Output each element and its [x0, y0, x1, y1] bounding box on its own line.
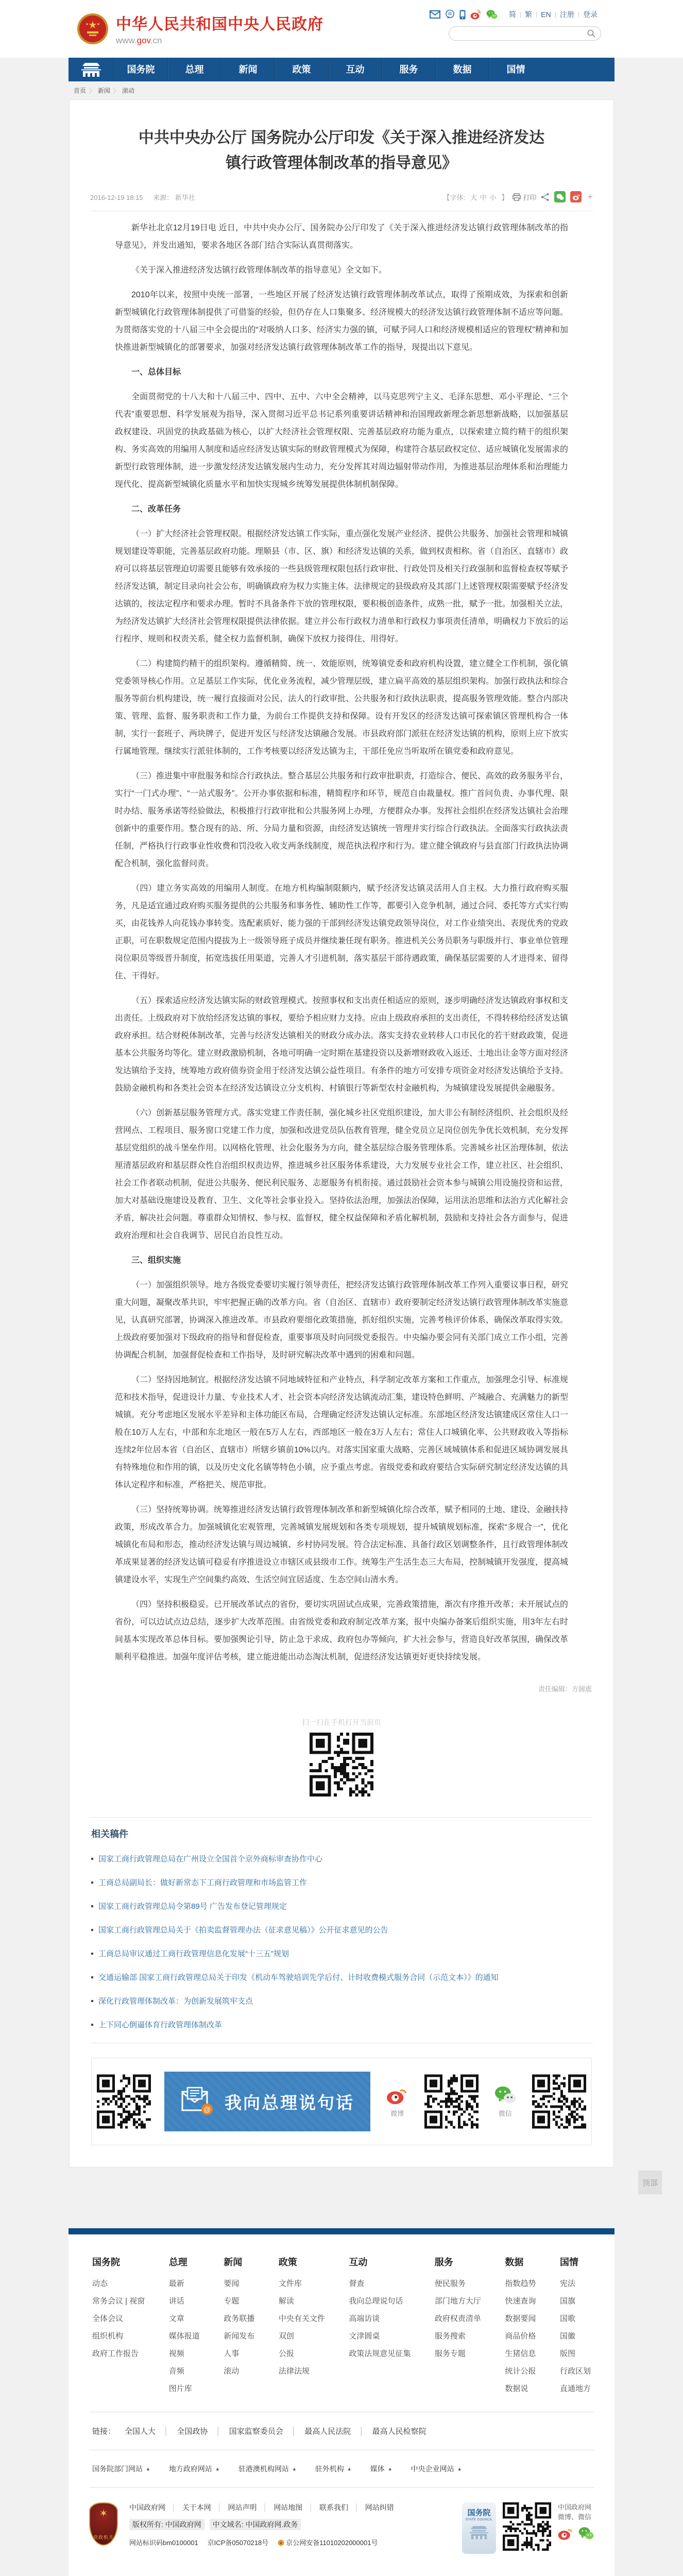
state-council-app-tile[interactable]: 国务院 STATE COUNCIL [462, 2502, 496, 2554]
print-button[interactable]: 打印 [513, 192, 536, 202]
related-item [91, 1995, 592, 2006]
related-item [91, 2019, 592, 2030]
footer-link[interactable]: 服务专题 [434, 2349, 466, 2359]
article-meta [90, 191, 593, 202]
site-group-dropdown[interactable]: 媒体 ▲ [370, 2465, 392, 2473]
article-paragraph: 三、组织实施 [131, 1256, 181, 1265]
footer-link[interactable]: 媒体报道 [168, 2332, 200, 2341]
footer-link[interactable]: 讲话 [168, 2297, 184, 2306]
footer-column [279, 2255, 325, 2400]
footer-links-row [89, 2412, 594, 2450]
footer-link[interactable]: 服务搜索 [434, 2332, 466, 2341]
spacer [69, 2167, 658, 2228]
footer-column-title: 服务 [434, 2257, 453, 2268]
footer-qr-code [503, 2502, 551, 2551]
footer-column-title: 总理 [168, 2257, 187, 2268]
weibo-icon[interactable] [558, 2527, 573, 2540]
footer-bottom-link[interactable]: 网站纠错 [365, 2503, 394, 2512]
arrow-up-icon: ▲ [292, 2466, 297, 2472]
separator: │ [217, 2503, 222, 2512]
envelope-icon [180, 2087, 215, 2116]
footer-link[interactable]: 滚动 [224, 2367, 240, 2376]
mail-icon[interactable] [430, 10, 440, 19]
related-link[interactable]: 国家工商行政管理总局关于《拍卖监督管理办法（征求意见稿）》公开征求意见的公告 [98, 1926, 388, 1935]
footer-link[interactable]: 宪法 [559, 2279, 575, 2289]
search-input[interactable] [454, 29, 587, 38]
footer-link[interactable]: 法律法规 [278, 2367, 310, 2376]
footer-link[interactable]: 行政区划 [559, 2367, 591, 2376]
friendly-link[interactable]: 全国政协 [177, 2427, 208, 2436]
footer-link[interactable]: 我向总理说句话 [349, 2297, 403, 2306]
footer-link[interactable]: 双创 [278, 2332, 294, 2341]
related-link[interactable]: 工商总局审议通过工商行政管理信息化发展“十三五”规划 [98, 1950, 289, 1959]
search-icon[interactable] [587, 29, 595, 38]
footer-link[interactable]: 政务联播 [224, 2314, 255, 2324]
qr-section [70, 1717, 613, 1797]
promo-qr-code [97, 2072, 151, 2131]
footer-link[interactable]: 组织机构 [92, 2332, 124, 2341]
site-url: www.gov.cn [116, 36, 162, 45]
article-paragraph: （二）坚持因地制宜。根据经济发达镇不同地域特征和产业特点，科学制定改革方案和工作重点，加强理念引导、标准规范和技术指导，促进设计力量、专业技术人才、社会资本向经济发达镇流动汇集，建设特色鲜明、产城融合、充满魅力的新型城镇。充分考虑地区发展水平差异和主体功能区布局，合理确定经济发达镇认定标准。东部地区经济发达镇建成区常住人口一般在10万人左右，中部和东北地区一般在5万人左右，西部地区一般在3万人左右；常住人口城镇化率、公共财政收入等指标连续2年位居本省（自治区、直辖市）所辖乡镇前10%以内。对落实国家重大战略、完善区域城镇体系和促进区域协调发展具有特殊地位和作用的镇，以及历史文化名镇等特色小镇，应予重点考虑。省级党委和政府要结合实际研究制定经济发达镇的具体认定程序和标准，严格把关、规范审批。 [115, 1376, 569, 1490]
footer-link[interactable]: 国歌 [559, 2314, 575, 2324]
separator: │ [263, 2503, 268, 2512]
share-weibo-button[interactable] [570, 191, 582, 202]
tiananmen-icon [469, 2526, 489, 2539]
site-group-dropdown[interactable]: 国务院部门网站 ▲ [92, 2465, 150, 2473]
bullet-icon [91, 1905, 93, 1907]
footer-link[interactable]: 图片库 [168, 2384, 192, 2394]
bullet-icon [91, 1976, 93, 1978]
related-item [91, 1901, 592, 1911]
footer-site-groups [89, 2450, 594, 2488]
site-logo[interactable] [77, 11, 323, 46]
weibo-icon [384, 2086, 411, 2105]
site-header [0, 0, 683, 58]
footer-link[interactable]: 解读 [278, 2297, 294, 2306]
mobile-icon[interactable] [459, 10, 466, 20]
related-item [91, 1972, 592, 1982]
nav-item[interactable]: 总理 [167, 58, 221, 81]
article-paragraph: 二、改革任务 [131, 505, 181, 514]
editor-credit: 责任编辑：方圆震 [538, 1685, 592, 1693]
breadcrumb-item[interactable]: 新闻 [98, 87, 111, 94]
nav-item[interactable]: 服务 [382, 58, 435, 81]
related-title: 相关稿件 [91, 1829, 128, 1840]
arrow-up-icon: ▲ [457, 2466, 462, 2472]
weibo-qr-code [424, 2072, 479, 2131]
nav-item[interactable]: 国务院 [114, 58, 167, 81]
arrow-up-icon: ▲ [347, 2466, 352, 2472]
nav-item[interactable]: 互动 [328, 58, 382, 81]
bullet-icon [91, 1929, 93, 1931]
bullet-icon [91, 2000, 93, 2002]
footer-link[interactable]: 生猪信息 [505, 2349, 536, 2359]
article-paragraph: （四）建立务实高效的用编用人制度。在地方机构编制限额内，赋予经济发达镇灵活用人自主权。大力推行政府购买服务，凡是适宜通过政府购买服务提供的公共服务和事务性、辅助性工作等，都要引入竞争机制，通过合同、委托等方式实行购买，由花钱养人向花钱办事转变。选配素质好、能力强的干部到经济发达镇党政领导岗位，对工作业绩突出、表现优秀的党政正职，可在职数规定范围内提拔为上一级领导班子成员并继续兼任现有职务。推进机关公务员职务与职级并行、事业单位管理岗位职员等级晋升制度，拓宽选拔任用渠道，完善人才引进机制，落实基层干部待遇政策，确保基层需要的人才进得来、留得住、干得好。 [115, 884, 569, 981]
footer-column [169, 2255, 200, 2400]
wechat-icon[interactable] [578, 2527, 594, 2540]
footer-link[interactable]: 商品价格 [505, 2332, 536, 2341]
related-list [91, 1853, 592, 2030]
header-link[interactable]: EN [541, 10, 551, 19]
breadcrumb-item[interactable]: 首页 [74, 87, 87, 94]
site-title: 中华人民共和国中央人民政府 [116, 16, 323, 33]
friendly-link[interactable]: 国家监察委员会 [229, 2427, 283, 2436]
source-label: 来源： [153, 193, 174, 201]
font-size-option[interactable]: 小 [489, 193, 497, 201]
site-id[interactable]: ★ 京公网安备11010202000001号 [278, 2537, 378, 2547]
banner-slogan: 我向总理说句话 [225, 2093, 354, 2112]
footer-column [92, 2255, 145, 2400]
font-size-option[interactable]: 中 [480, 193, 487, 201]
separator: │ [216, 2427, 221, 2436]
footer-link[interactable]: 中央有关文件 [278, 2314, 325, 2324]
footer-link[interactable]: 文章 [168, 2314, 184, 2324]
article-paragraph: 新华社北京12月19日电 近日，中共中央办公厅、国务院办公厅印发了《关于深入推进经济发达镇行政管理体制改革的指导意见》，并发出通知，要求各地区各部门结合实际认真贯彻落实。 [115, 224, 568, 250]
printer-icon [513, 193, 521, 201]
footer-column [505, 2255, 536, 2400]
footer-column [435, 2255, 481, 2400]
bullet-icon [91, 1882, 93, 1884]
header-link[interactable]: 注册 [559, 10, 574, 19]
footer-link[interactable]: 新闻发布 [224, 2332, 255, 2341]
separator: │ [354, 2503, 359, 2512]
header-link[interactable]: 登录 [583, 10, 597, 19]
page-qr-code [310, 1733, 373, 1797]
nav-list [114, 58, 542, 81]
svg-text:★: ★ [85, 22, 89, 26]
party-gov-badge[interactable]: ✶ 党政机关 [89, 2502, 118, 2546]
svg-text:★: ★ [88, 19, 97, 31]
nav-item[interactable]: 数据 [435, 58, 489, 81]
share-wechat-button[interactable] [554, 191, 566, 202]
font-size-options [470, 192, 497, 202]
separator: │ [309, 2503, 313, 2512]
site-group-dropdown[interactable]: 地方政府网站 ▲ [168, 2465, 220, 2473]
separator: │ [291, 2427, 297, 2436]
footer-column-title: 国务院 [92, 2257, 120, 2268]
separator: │ [172, 2503, 176, 2512]
footer-link[interactable]: 政府工作报告 [92, 2349, 139, 2359]
bullet-icon [91, 1858, 93, 1860]
footer-link[interactable]: 文件库 [278, 2279, 302, 2289]
related-link[interactable]: 深化行政管理体制改革：为创新发展筑牢支点 [98, 1997, 253, 2006]
back-to-top-button[interactable]: 顶部 [638, 2171, 662, 2194]
footer-link[interactable]: 快速查询 [505, 2297, 536, 2306]
footer-link[interactable]: 音频 [168, 2367, 184, 2376]
domain-name: 中文域名: 中国政府网.政务 [210, 2519, 301, 2530]
footer-bottom-link[interactable]: 中国政府网 [129, 2503, 165, 2512]
wechat-entry[interactable]: 微信 [492, 2086, 519, 2118]
wechat-qr-code [532, 2072, 586, 2131]
footer-link[interactable]: 文津圆桌 [349, 2332, 380, 2341]
related-link[interactable]: 交通运输部 国家工商行政管理总局关于印发《机动车驾驶培训先学后付、计时收费模式服务合同（示范文本）》的通知 [98, 1973, 499, 1982]
related-item [91, 1924, 592, 1935]
footer-bottom-link[interactable]: 网站声明 [228, 2503, 257, 2512]
separator: | [536, 11, 538, 18]
separator: │ [164, 2427, 169, 2436]
links-label: 链接： [92, 2427, 116, 2436]
footer-link[interactable]: 数据要闻 [505, 2314, 536, 2324]
header-links [505, 9, 601, 20]
arrow-up-icon: ▲ [215, 2466, 220, 2472]
site-group-dropdown[interactable]: 驻外机构 ▲ [315, 2465, 352, 2473]
footer-link[interactable]: 常务会议 | 视窗 [92, 2297, 145, 2306]
footer-bottom-link[interactable]: 关于本网 [182, 2503, 211, 2512]
footer-column-title: 新闻 [224, 2257, 243, 2268]
footer-bottom-links [129, 2502, 394, 2513]
divider [90, 1817, 593, 1818]
wechat-icon[interactable] [486, 10, 498, 20]
bullet-icon [91, 1953, 93, 1955]
footer-link[interactable]: 统计公报 [505, 2367, 536, 2376]
main-nav [69, 58, 614, 81]
footer-link[interactable]: 视频 [168, 2349, 184, 2359]
article-paragraph: （一）扩大经济社会管理权限。根据经济发达镇工作实际，重点强化发展产业经济、提供公共服务、加强社会管理和城镇规划建设等职能，完善基层政府功能。理顺县（市、区、旗）和经济发达镇的关系，做到权责相称。省（自治区、直辖市）政府可以将基层管理迫切需要且能够有效承接的一些县级管理权限包括行政审批、行政处罚及相关行政强制和监督检查权等赋予经济发达镇，制定目录向社会公布，明确镇政府为权力实施主体。法律规定的县级政府及其部门上述管理权限需要赋予经济发达镇的，按法定程序和要求办理。暂时不具备条件下放的管理权限，要积极创造条件，成熟一批，赋予一批。加强相关立法，为经济发达镇扩大经济社会管理权限提供法律依据。建立并公布行政权力清单和行政权力事项责任清单，明确权力下放后的运行程序、规则和权责关系，健全权力监督机制，确保下放权力接得住、用得好。 [115, 530, 569, 644]
article-paragraph: 《关于深入推进经济发达镇行政管理体制改革的指导意见》全文如下。 [131, 266, 387, 275]
article-body [115, 219, 568, 1666]
breadcrumb [69, 81, 614, 99]
promo-banner [91, 2058, 592, 2145]
footer-link[interactable]: 部门地方大厅 [434, 2297, 481, 2306]
footer-link[interactable]: 国徽 [559, 2332, 575, 2341]
separator: | [554, 11, 556, 18]
footer-column [224, 2255, 254, 2400]
copyright: 版权所有: 中国政府网 [129, 2519, 204, 2530]
svg-text:★: ★ [279, 2540, 283, 2546]
copyright-row [129, 2519, 394, 2530]
related-link[interactable]: 国家工商行政管理总局令第89号 广告发布登记管理规定 [98, 1902, 287, 1911]
footer-column-title: 政策 [278, 2257, 297, 2268]
related-section [91, 1827, 592, 2030]
nav-item[interactable]: 国情 [489, 58, 542, 81]
header-link[interactable]: 简 [509, 10, 517, 19]
friendly-link[interactable]: 最高人民检察院 [372, 2427, 426, 2436]
footer-link[interactable]: 版图 [559, 2349, 575, 2359]
footer-column [560, 2255, 591, 2400]
footer-column-title: 数据 [505, 2257, 524, 2268]
publish-date: 2016-12-19 18:15 [90, 193, 143, 201]
separator: | [520, 11, 522, 18]
site-footer [69, 2234, 614, 2576]
footer-link[interactable]: 直通地方 [559, 2384, 591, 2394]
site-group-dropdown[interactable]: 中央企业网站 ▲ [411, 2465, 462, 2473]
footer-link[interactable]: 便民服务 [434, 2279, 466, 2289]
footer-bottom [89, 2488, 594, 2554]
wechat-icon [492, 2086, 519, 2105]
font-size-option[interactable]: 大 [470, 193, 477, 201]
article-panel [69, 99, 614, 2167]
svg-text:★: ★ [96, 22, 100, 26]
bullet-icon [91, 2024, 93, 2026]
home-tiananmen-icon[interactable] [69, 58, 114, 81]
footer-link[interactable]: 专题 [224, 2297, 240, 2306]
badge-star-icon: ✶ [99, 2508, 108, 2520]
related-link[interactable]: 上下同心倒逼体育行政管理体制改革 [98, 2021, 223, 2030]
footer-link[interactable]: 国旗 [559, 2297, 575, 2306]
article-paragraph: （五）探索适应经济发达镇实际的财政管理模式。按照事权和支出责任相适应的原则，逐步明确经济发达镇政府事权和支出责任。上级政府对下放给经济发达镇的事权，要给予相应财力支持。应由上级政府承担的支出责任，不得转移给经济发达镇政府承担。结合财税体制改革，完善与经济发达镇相关的财政分成办法。落实支持农业转移人口市民化的若干财政政策，促进基本公共服务均等化。建立财政激励机制，各地可明确一定时期在基建投资以及新增财政收入返还、土地出让金等方面对经济发达镇给予支持，统筹地方政府债券资金用于经济发达镇公益性项目。有条件的地方可安排专项资金对经济发达镇给予支持。鼓励金融机构和各类社会资本在经济发达镇设立分支机构、村镇银行等新型农村金融机构，为城镇建设发展提供金融服务。 [115, 996, 569, 1093]
nav-item[interactable]: 新闻 [221, 58, 275, 81]
footer-bottom-link[interactable]: 联系我们 [319, 2503, 348, 2512]
footer-link[interactable]: 公报 [278, 2349, 294, 2359]
article-paragraph: 一、总体目标 [131, 368, 181, 377]
article-paragraph: （六）创新基层服务管理方式。落实党建工作责任制，强化城乡社区党组织建设，加大非公有制经济组织、社会组织及经营网点、工程项目、服务窗口党建工作力度，加强和改进党员队伍教育管理，健全党员立足岗位创先争优长效机制，充分发挥基层党组织的战斗堡垒作用。以网格化管理、社会化服务为方向，健全基层综合服务管理体系。完善城乡社区治理体制，依法厘清基层政府和基层群众性自治组织权责边界，推进城乡社区服务体系建设，大力发展专业社会工作，建立社区、社会组织、社会工作者联动机制，促进公共服务、便民利民服务、志愿服务有机衔接。通过鼓励社会资本参与城镇公用设施投资和运营，加大对基础设施建设及教育、卫生、文化等社会事业投入。坚持依法治理，加强法治保障，运用法治思维和法治方式化解社会矛盾，解决社会问题。尊重群众知情权、参与权、监督权，健全权益保障和矛盾化解机制，鼓励和支持社会各方面参与，促进政府治理和社会自我调节、居民自治良性互动。 [115, 1109, 569, 1241]
share-more-button[interactable]: + [587, 192, 593, 202]
friendly-link[interactable]: 全国人大 [125, 2427, 156, 2436]
article-paragraph: 2010年以来，按照中央统一部署，一些地区开展了经济发达镇行政管理体制改革试点，取得了预期成效，为探索和创新新型城镇化行政管理体制提供了可借鉴的经验，但仍存在人口集聚多、经济规模大的经济发达镇行政管理体制不适应等问题。为贯彻落实党的十八届三中全会提出的“对吸纳人口多、经济实力强的镇，可赋予同人口和经济规模相适应的管理权”精神和加快推进新型城镇化的部署要求，加强对经济发达镇行政管理体制改革工作的指导，现提出以下意见。 [115, 291, 569, 352]
footer-link[interactable]: 全体会议 [92, 2314, 124, 2324]
article-paragraph: （四）坚持积极稳妥。已开展改革试点的省份，要切实巩固试点成果，完善政策措施，渐次有序推开改革；未开展试点的省份，可以边试点边总结，逐步扩大改革范围。由省级党委和政府制定改革方案，报中央编办备案后组织实施，用3年左右时间基本实现改革总体目标。要加强舆论引导，防止急于求成、政府包办等倾向，扩大社会参与，营造良好改革氛围，确保改革顺利平稳推进。加强年度评估考核，建立能进能出动态淘汰机制，促进经济发达镇更好更快持续发展。 [115, 1600, 569, 1662]
related-item [91, 1877, 592, 1888]
arrow-up-icon: ▲ [146, 2466, 150, 2472]
footer-columns [89, 2248, 594, 2412]
footer-accent-bar [69, 2228, 614, 2234]
related-item [91, 1948, 592, 1959]
related-item [91, 1853, 592, 1864]
footer-link[interactable]: 政府权责清单 [434, 2314, 481, 2324]
page-title: 中共中央办公厅 国务院办公厅印发《关于深入推进经济发达镇行政管理体制改革的指导意见》 [138, 129, 545, 172]
footer-column-title: 国情 [559, 2257, 578, 2268]
footer-column-title: 互动 [349, 2257, 368, 2268]
weibo-entry[interactable]: 微博 [384, 2086, 411, 2118]
separator: | [577, 11, 579, 18]
footer-column [349, 2255, 411, 2400]
breadcrumb-separator: 〉 [89, 88, 95, 94]
article-paragraph: （三）推进集中审批服务和综合行政执法。整合基层公共服务和行政审批职责，打造综合、便民、高效的政务服务平台，实行“一门式办理”、“一站式服务”。公开办事依据和标准，精简程序和环节，规范自由裁量权。推广首问负责、办事代理、限时办结、服务承诺等经验做法，积极推行行政审批和公共服务网上办理，方便群众办事。发挥社会组织在经济发达镇社会治理创新中的重要作用。整合现有的站、所、分局力量和资源，由经济发达镇统一管理并实行综合行政执法。全面落实行政执法责任制，严格执行行政事业性收费和罚没收入收支两条线制度，规范执法程序和行为。建立健全镇政府与县直部门行政执法协调配合机制，强化监督问责。 [115, 772, 569, 869]
breadcrumb-separator: 〉 [113, 88, 119, 94]
arrow-up-icon: ▲ [387, 2466, 392, 2472]
article-paragraph: （一）加强组织领导。地方各级党委要切实履行领导责任，把经济发达镇行政管理体制改革工作列入重要议事日程，研究重大问题，凝聚改革共识，牢牢把握正确的改革方向。省（自治区、直辖市）政府要制定经济发达镇行政管理体制改革实施意见，认真研究部署，协调深入推进改革。市县政府要细化政策措施，抓好组织实施，完善考核评价体系，确保改革取得实效。上级政府要加强对下级政府的指导和督促检查，重要事项及时向同级党委报告。中央编办要会同有关部门成立工作小组，完善协调配合机制，加强督促检查和工作指导，及时研究解决改革中遇到的困难和问题。 [115, 1281, 569, 1360]
related-link[interactable]: 工商总局副局长：做好新常态下工商行政管理和市场监管工作 [98, 1878, 308, 1888]
article-paragraph: 全面贯彻党的十八大和十八届三中、四中、五中、六中全会精神，以马克思列宁主义、毛泽东思想、邓小平理论、“三个代表”重要思想、科学发展观为指导，深入贯彻习近平总书记系列重要讲话精神和治国理政新理念新思想新战略，以加强基层政权建设、巩固党的执政基础为核心，以扩大经济社会管理权限、完善基层政府功能为重点，以探索建立简约精干的组织架构、务实高效的用编用人制度和适应经济发达镇实际的财政管理模式为保障，构建符合基层政权定位、适应城镇化发展需求的新型行政管理体制，进一步激发经济发达镇发展内生动力，充分发挥其对周边辐射带动作用，为推进基层治理体系和治理能力现代化、提高新型城镇化质量水平和加快实现城乡统筹发展提供体制机制保障。 [115, 393, 569, 489]
source-value: 新华社 [175, 193, 195, 201]
font-size-label: 【字体: [443, 193, 466, 201]
font-size-label-end: 】 [501, 193, 508, 201]
share-icon[interactable] [541, 193, 550, 201]
footer-link[interactable]: 督查 [349, 2279, 365, 2289]
site-id[interactable]: 京ICP备05070218号 [207, 2539, 269, 2547]
premier-message-banner[interactable] [164, 2072, 370, 2131]
footer-link[interactable]: 政策法规意见征集 [349, 2349, 411, 2359]
footer-link[interactable]: 高端访谈 [349, 2314, 380, 2324]
related-link[interactable]: 国家工商行政管理总局在广州设立全国首个京外商标审查协作中心 [98, 1855, 323, 1864]
footer-social: 中国政府网 微博、微信 [558, 2502, 594, 2540]
site-group-dropdown[interactable]: 驻港澳机构网站 ▲ [238, 2465, 297, 2473]
footer-link[interactable]: 人事 [224, 2349, 240, 2359]
friendly-link[interactable]: 最高人民法院 [304, 2427, 351, 2436]
national-emblem-icon [77, 13, 109, 45]
nav-item[interactable]: 政策 [275, 58, 328, 81]
footer-link[interactable]: 动态 [92, 2279, 108, 2289]
svg-text:@: @ [203, 2105, 211, 2114]
message-icon[interactable] [445, 10, 455, 19]
footer-link[interactable]: 指数趋势 [505, 2279, 536, 2289]
search-box [449, 26, 601, 41]
police-badge-icon [278, 2539, 284, 2546]
weibo-icon[interactable] [470, 10, 482, 20]
article-paragraph: （二）构建简约精干的组织架构。遵循精简、统一、效能原则，统筹镇党委和政府机构设置，建立健全工作机制，强化镇党委领导核心作用。立足基层工作实际，优化业务流程，减少管理层级，建立扁平高效的基层组织架构。加强行政执法和综合服务等前台机构建设，统一履行直接面对公民、法人的行政审批、公共服务和行政执法职责，提高服务管理效能。整合内部决策、管理、监督、服务职责和工作力量，为前台工作提供支持和保障。设有开发区的经济发达镇可探索镇区管理机构合一体制，实行一套班子、两块牌子，促进开发区与经济发达镇融合发展。市县政府部门派驻在经济发达镇的机构，原则上应下放实行属地管理。继续实行派驻体制的，工作考核要以经济发达镇为主，干部任免应当听取所在镇党委和政府意见。 [115, 659, 569, 756]
separator: │ [359, 2427, 364, 2436]
breadcrumb-item[interactable]: 滚动 [122, 87, 135, 94]
footer-link[interactable]: 最新 [168, 2279, 184, 2289]
qr-caption: 扫一扫在手机打开当前页 [302, 1718, 381, 1727]
footer-link[interactable]: 要闻 [224, 2279, 240, 2289]
site-ids-row [129, 2537, 394, 2547]
footer-link[interactable]: 数据说 [505, 2384, 528, 2394]
footer-bottom-link[interactable]: 网站地图 [274, 2503, 303, 2512]
article-paragraph: （三）坚持统筹协调。统筹推进经济发达镇行政管理体制改革和新型城镇化综合改革，赋予相同的土地、建设、金融扶持政策，形成改革合力。加强城镇化宏观管理，完善城镇发展规划和各类专项规划，提升城镇规划标准，探索“多规合一”，优化城镇化布局和形态，推动经济发达镇与周边城镇、乡村协同发展。符合法定标准、具备行政区划调整条件，且行政管理体制改革成果显著的经济发达镇可稳妥有序推进设立市辖区或县级市工作。统筹生产生活生态三大布局，控制城镇开发强度，提高城镇建设水平，实现生产空间集约高效、生活空间宜居适度、生态空间山清水秀。 [115, 1505, 569, 1585]
site-id: 网站标识码bm0100001 [129, 2539, 198, 2547]
header-link[interactable]: 繁 [525, 10, 533, 19]
